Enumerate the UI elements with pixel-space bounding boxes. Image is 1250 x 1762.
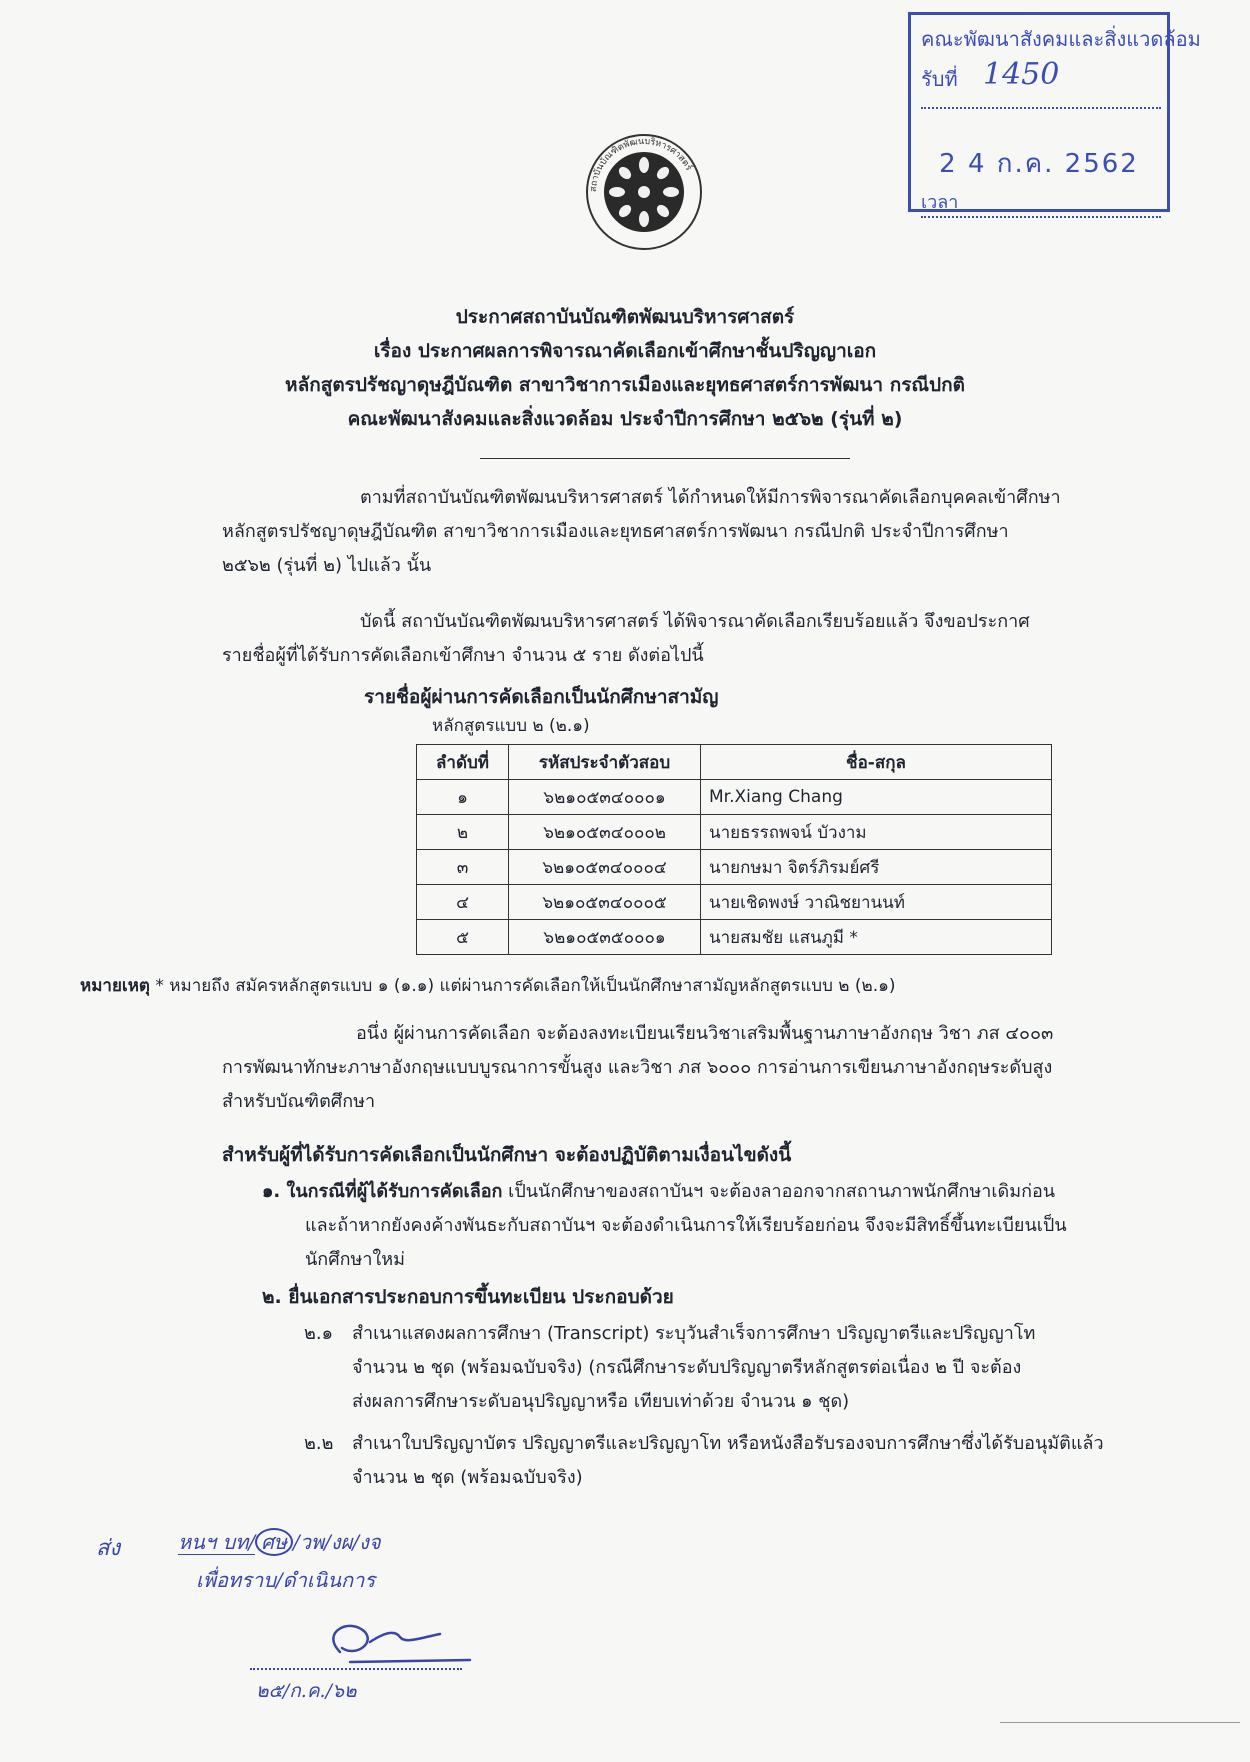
english-req-line3: สำหรับบัณฑิตศึกษา xyxy=(222,1091,376,1112)
stamp-title: คณะพัฒนาสังคมและสิ่งแวดล้อม xyxy=(921,27,1201,51)
condition-1-text: เป็นนักศึกษาของสถาบันฯ จะต้องลาออกจากสถานภาพนักศึกษาเดิมก่อน xyxy=(508,1181,1056,1202)
stamp-receipt-line xyxy=(921,57,1161,109)
row-order: ๑ xyxy=(417,780,509,815)
stamp-receipt-number: 1450 xyxy=(983,57,1060,92)
row-order: ๕ xyxy=(417,920,509,955)
emblem-ring-text: สถาบันบัณฑิตพัฒนบริหารศาสตร์ xyxy=(588,136,694,193)
english-req-line1: อนึ่ง ผู้ผ่านการคัดเลือก จะต้องลงทะเบียนเรียนวิชาเสริมพื้นฐานภาษาอังกฤษ วิชา ภส ๔๐๐๓ xyxy=(356,1023,1054,1044)
condition-2-1-number: ๒.๑ xyxy=(304,1323,334,1344)
column-header-order: ลำดับที่ xyxy=(417,745,509,780)
announcement-program: หลักสูตรปรัชญาดุษฎีบัณฑิต สาขาวิชาการเมืองและยุทธศาสตร์การพัฒนา กรณีปกติ xyxy=(285,374,965,396)
row-name: Mr.Xiang Chang xyxy=(701,780,1052,815)
announcement-title: ประกาศสถาบันบัณฑิตพัฒนบริหารศาสตร์ xyxy=(455,306,795,328)
body-p2-line2: รายชื่อผู้ที่ได้รับการคัดเลือกเข้าศึกษา จำนวน ๕ ราย ดังต่อไปนี้ xyxy=(222,645,704,666)
table-row xyxy=(417,850,1052,885)
footnote-text: * หมายถึง สมัครหลักสูตรแบบ ๑ (๑.๑) แต่ผ่านการคัดเลือกให้เป็นนักศึกษาสามัญหลักสูตรแบบ ๒ (๒.๑) xyxy=(155,976,896,996)
footnote xyxy=(80,972,896,999)
selected-students-table xyxy=(416,744,1052,955)
condition-2-1-line3: ส่งผลการศึกษาระดับอนุปริญญาหรือ เทียบเท่าด้วย จำนวน ๑ ชุด) xyxy=(352,1391,850,1412)
list-subtitle: หลักสูตรแบบ ๒ (๒.๑) xyxy=(432,716,590,736)
table-row xyxy=(417,885,1052,920)
stamp-receipt-label: รับที่ xyxy=(921,67,958,91)
handwritten-recipients xyxy=(178,1526,381,1558)
body-p1-line1: ตามที่สถาบันบัณฑิตพัฒนบริหารศาสตร์ ได้กำหนดให้มีการพิจารณาคัดเลือกบุคคลเข้าศึกษา xyxy=(360,487,1061,508)
stamp-time-line xyxy=(921,187,1161,218)
signature-line xyxy=(250,1668,462,1670)
condition-2-title: ๒. ยื่นเอกสารประกอบการขึ้นทะเบียน ประกอบด้วย xyxy=(262,1286,674,1308)
condition-1-line2: และถ้าหากยังคงค้างพันธะกับสถาบันฯ จะต้องดำเนินการให้เรียบร้อยก่อน จึงจะมีสิทธิ์ขึ้นทะเบียนเป็น xyxy=(305,1215,1067,1236)
table-row xyxy=(417,780,1052,815)
list-title: รายชื่อผู้ผ่านการคัดเลือกเป็นนักศึกษาสามัญ xyxy=(364,686,719,708)
handwritten-purpose: เพื่อทราบ/ดำเนินการ xyxy=(196,1568,376,1592)
row-name: นายกษมา จิตร์ภิรมย์ศรี xyxy=(701,850,1052,885)
footnote-label: หมายเหตุ xyxy=(80,976,150,996)
table-header-row xyxy=(417,745,1052,780)
condition-1-line1 xyxy=(262,1174,1055,1210)
condition-2-1-line2: จำนวน ๒ ชุด (พร้อมฉบับจริง) (กรณีศึกษาระดับปริญญาตรีหลักสูตรต่อเนื่อง ๒ ปี จะต้อง xyxy=(352,1357,1022,1378)
header-divider xyxy=(480,458,850,459)
row-exam-id: ๖๒๑๐๕๓๕๐๐๐๑ xyxy=(509,920,701,955)
page-edge-line xyxy=(1000,1722,1240,1723)
handwritten-send: ส่ง xyxy=(96,1536,121,1561)
row-order: ๔ xyxy=(417,885,509,920)
row-exam-id: ๖๒๑๐๕๓๔๐๐๐๑ xyxy=(509,780,701,815)
row-exam-id: ๖๒๑๐๕๓๔๐๐๐๒ xyxy=(509,815,701,850)
receipt-stamp xyxy=(908,12,1201,213)
table-row xyxy=(417,815,1052,850)
stamp-time-label: เวลา xyxy=(921,192,959,213)
row-name: นายธรรถพจน์ บัวงาม xyxy=(701,815,1052,850)
announcement-subject: เรื่อง ประกาศผลการพิจารณาคัดเลือกเข้าศึกษาชั้นปริญญาเอก xyxy=(373,340,877,362)
conditions-title: สำหรับผู้ที่ได้รับการคัดเลือกเป็นนักศึกษา จะต้องปฏิบัติตามเงื่อนไขดังนี้ xyxy=(222,1144,792,1166)
condition-1-head: ๑. ในกรณีที่ผู้ได้รับการคัดเลือก xyxy=(262,1181,503,1202)
row-exam-id: ๖๒๑๐๕๓๔๐๐๐๕ xyxy=(509,885,701,920)
condition-1-line3: นักศึกษาใหม่ xyxy=(305,1249,406,1270)
table-row xyxy=(417,920,1052,955)
row-name: นายเชิดพงษ์ วาณิชยานนท์ xyxy=(701,885,1052,920)
recipients-part-a: หนฯ บท/ xyxy=(178,1530,256,1554)
column-header-exam-id: รหัสประจำตัวสอบ xyxy=(509,745,701,780)
institute-emblem-icon xyxy=(584,132,704,252)
condition-2-2-number: ๒.๒ xyxy=(304,1433,334,1454)
condition-2-2-line2: จำนวน ๒ ชุด (พร้อมฉบับจริง) xyxy=(352,1467,583,1488)
condition-2-2-line1: สำเนาใบปริญญาบัตร ปริญญาตรีและปริญญาโท หรือหนังสือรับรองจบการศึกษาซึ่งได้รับอนุมัติแล้ว xyxy=(352,1433,1104,1454)
announcement-faculty: คณะพัฒนาสังคมและสิ่งแวดล้อม ประจำปีการศึกษา ๒๕๖๒ (รุ่นที่ ๒) xyxy=(347,408,903,430)
body-p2-line1: บัดนี้ สถาบันบัณฑิตพัฒนบริหารศาสตร์ ได้พิจารณาคัดเลือกเรียบร้อยแล้ว จึงขอประกาศ xyxy=(360,611,1030,632)
handwritten-date: ๒๕/ก.ค./๖๒ xyxy=(256,1680,357,1702)
stamp-date: 2 4 ก.ค. 2562 xyxy=(939,149,1139,179)
recipients-circled: ศษ xyxy=(255,1528,293,1556)
row-order: ๓ xyxy=(417,850,509,885)
body-p1-line2: หลักสูตรปรัชญาดุษฎีบัณฑิต สาขาวิชาการเมืองและยุทธศาสตร์การพัฒนา กรณีปกติ ประจำปีการศึกษา xyxy=(222,521,1009,542)
column-header-name: ชื่อ-สกุล xyxy=(701,745,1052,780)
condition-2-1-line1: สำเนาแสดงผลการศึกษา (Transcript) ระบุวันสำเร็จการศึกษา ปริญญาตรีและปริญญาโท xyxy=(352,1323,1036,1344)
row-order: ๒ xyxy=(417,815,509,850)
recipients-part-b: /วพ/งผ/งจ xyxy=(292,1530,381,1554)
row-name: นายสมชัย แสนภูมี * xyxy=(701,920,1052,955)
handwritten-signature-icon xyxy=(280,1612,480,1672)
row-exam-id: ๖๒๑๐๕๓๔๐๐๐๔ xyxy=(509,850,701,885)
body-p1-line3: ๒๕๖๒ (รุ่นที่ ๒) ไปแล้ว นั้น xyxy=(222,555,432,576)
english-req-line2: การพัฒนาทักษะภาษาอังกฤษแบบบูรณาการขั้นสูง และวิชา ภส ๖๐๐๐ การอ่านการเขียนภาษาอังกฤษระดับสูง xyxy=(222,1057,1053,1078)
